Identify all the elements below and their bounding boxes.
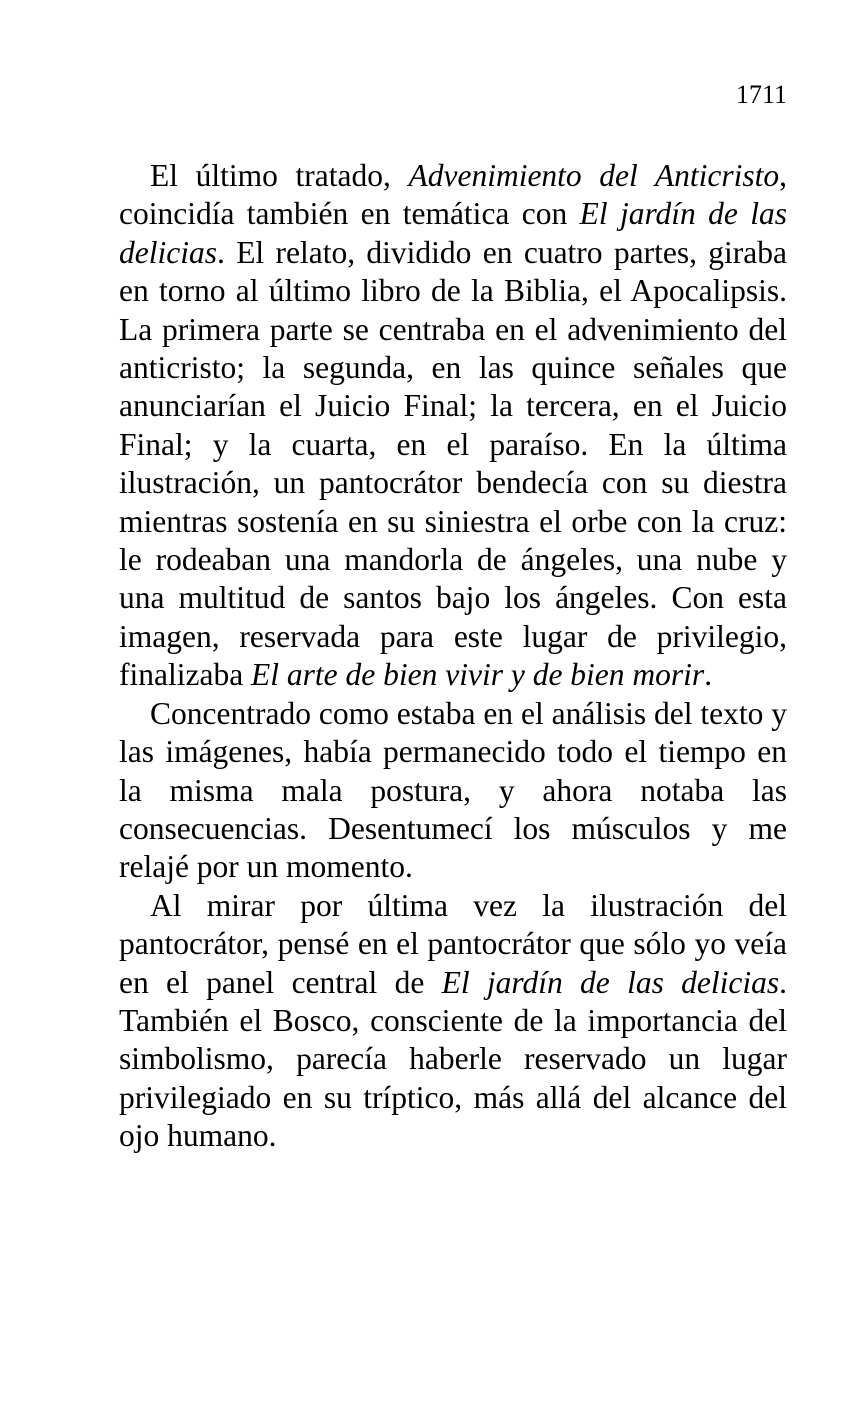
text-segment: Concentrado como estaba en el análisis del texto y las imágenes, había permanecido todo el tiempo en la misma mala postura, y ahora notaba las consecuencias. Desentumecí los músculos y me relajé por un momento. [119,695,787,885]
text-segment: El último tratado, [150,158,409,193]
book-title-italic: Advenimiento del Anticristo [408,158,780,193]
paragraph-1 [119,157,787,695]
text-segment: . También el Bosco, consciente de la importancia del simbolismo, parecía haberle reservado un lugar privilegiado en su tríptico, más allá del alcance del ojo humano. [119,964,787,1154]
book-title-italic: El jardín de las delicias [441,964,780,1000]
book-title-italic: El arte de bien vivir y de bien morir [251,657,705,693]
page-number: 1711 [735,80,787,109]
text-segment: Al mirar por última vez la ilustración del pantocrátor, pensé en el pantocrátor que sólo yo veía en el panel central de [119,887,787,1000]
text-segment: , coincidía también en temática con [119,158,787,232]
text-segment: . El relato, dividido en cuatro partes, giraba en torno al último libro de la Biblia, el Apocalipsis. La primera parte se centraba en el advenimiento del anticristo; la segunda, en las quince señales que anunciarían el Juicio Final; la tercera, en el Juicio Final; y la cuarta, en el paraíso. En la última ilustración, un pantocrátor bendecía con su diestra mientras sostenía en su siniestra el orbe con la cruz: le rodeaban una mandorla de ángeles, una nube y una multitud de santos bajo los ángeles. Con esta imagen, reservada para este lugar de privilegio, finalizaba [119,234,787,693]
text-segment: . [704,657,713,693]
book-title-italic: El jardín de las delicias [119,196,788,270]
paragraph-2 [119,695,787,887]
paragraph-3 [119,887,787,1156]
body-text [119,157,787,1156]
